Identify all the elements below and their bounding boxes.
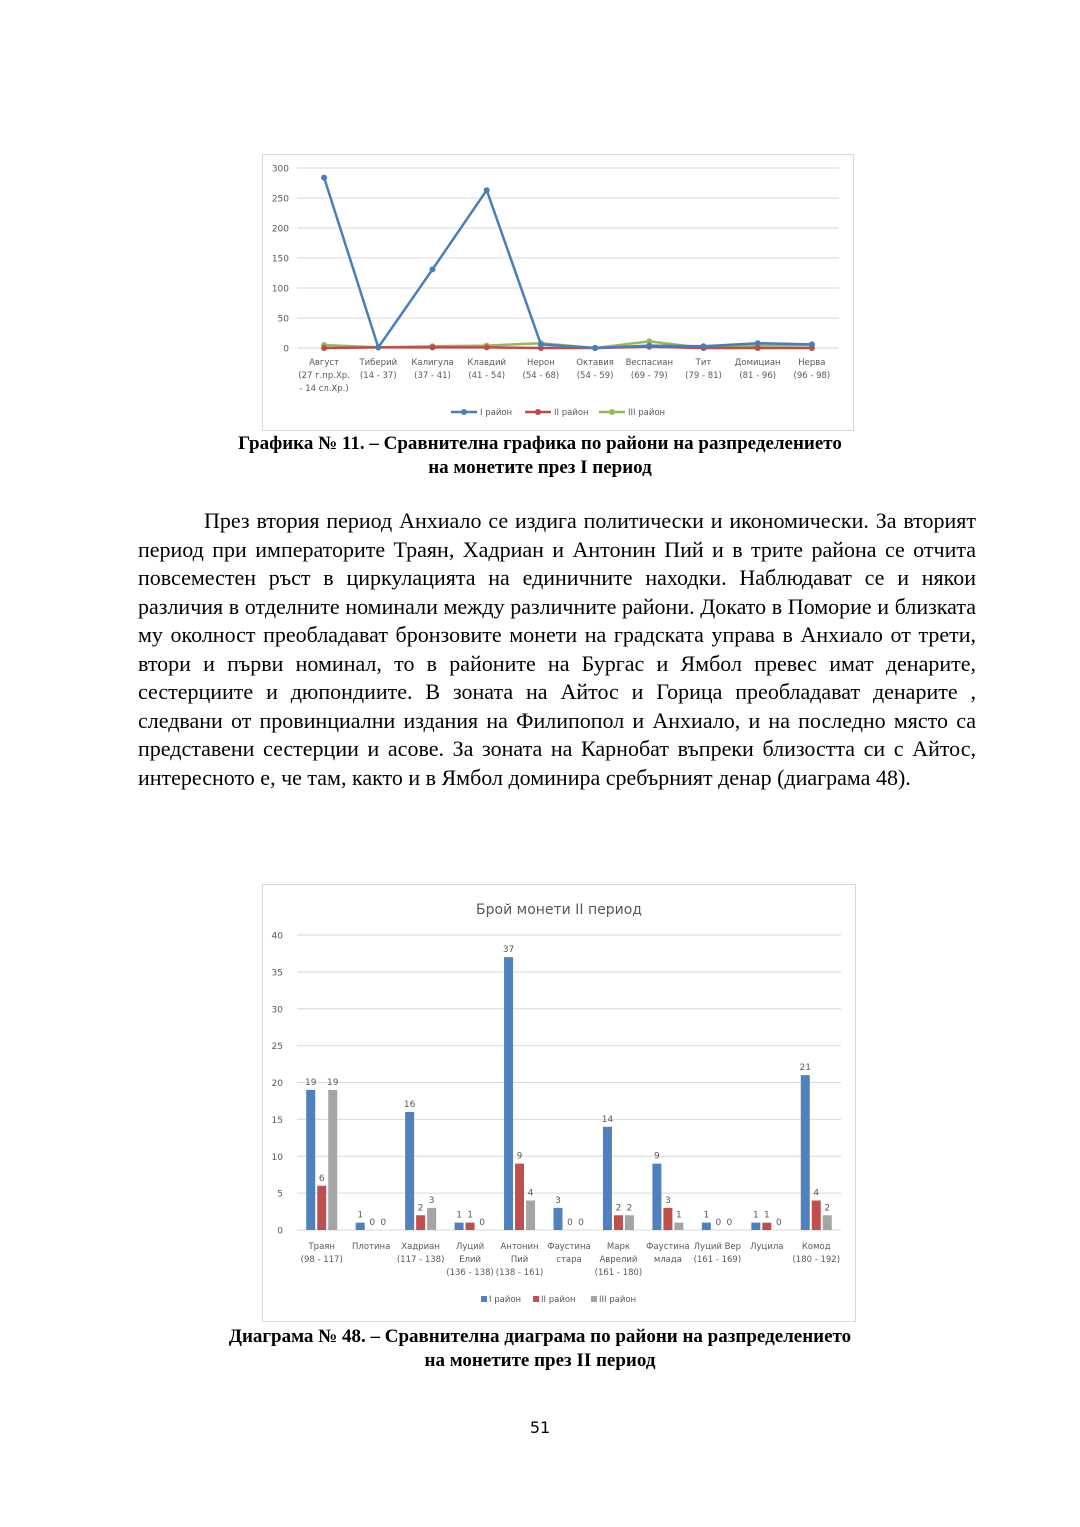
bar (554, 1208, 563, 1230)
x-tick-label: - 14 сл.Хр.) (299, 384, 349, 394)
x-tick-label: стара (556, 1255, 582, 1265)
bar (625, 1215, 634, 1230)
bar-value-label: 21 (799, 1063, 811, 1074)
x-tick-label: (98 - 117) (300, 1255, 343, 1265)
bar-value-label: 0 (369, 1218, 376, 1228)
x-tick-label: Клавдий (467, 358, 507, 368)
x-tick-label: Антонин (500, 1242, 539, 1252)
x-tick-label: (69 - 79) (630, 371, 668, 381)
figure-caption-11 (0, 432, 1080, 480)
bar-value-label: 0 (567, 1218, 573, 1228)
bar-value-label: 2 (824, 1203, 831, 1214)
bar (652, 1164, 661, 1230)
bar-value-label: 1 (357, 1210, 364, 1221)
y-tick-label: 100 (271, 284, 289, 295)
data-point-marker (538, 341, 544, 347)
legend-marker-icon (461, 409, 467, 415)
x-tick-label: Плотина (352, 1242, 391, 1252)
x-tick-label: Луций (455, 1242, 485, 1252)
bar (455, 1223, 464, 1230)
y-tick-label: 150 (271, 254, 289, 265)
bar (515, 1164, 524, 1230)
bar (603, 1127, 612, 1230)
x-tick-label: (37 - 41) (414, 371, 451, 381)
y-tick-label: 200 (271, 224, 289, 235)
y-tick-label: 20 (271, 1079, 283, 1089)
x-tick-label: Луцила (750, 1242, 784, 1252)
data-point-marker (484, 344, 490, 350)
data-point-marker (321, 345, 327, 351)
x-tick-label: Домициан (734, 358, 781, 368)
x-tick-label: Октавия (576, 358, 614, 368)
x-tick-label: Нерва (798, 358, 826, 368)
bar-value-label: 14 (601, 1114, 614, 1125)
data-point-marker (321, 175, 327, 181)
x-tick-label: Тит (695, 358, 712, 368)
bar-value-label: 16 (403, 1100, 416, 1110)
body-paragraph (138, 507, 976, 792)
x-tick-label: Нерон (527, 358, 555, 368)
bar-value-label: 3 (555, 1195, 561, 1206)
bar-chart-period-2 (262, 884, 856, 1322)
bar (526, 1201, 535, 1231)
legend-label: I район (489, 1295, 522, 1305)
y-tick-label: 15 (271, 1115, 283, 1126)
bar-value-label: 0 (479, 1218, 485, 1228)
bar-value-label: 4 (813, 1188, 820, 1199)
x-tick-label: Тиберий (359, 358, 398, 368)
x-tick-label: (136 - 138) (446, 1268, 494, 1278)
bar (416, 1215, 425, 1230)
x-tick-label: (161 - 180) (594, 1268, 643, 1278)
bar (812, 1201, 821, 1231)
bar (663, 1208, 672, 1230)
data-point-marker (646, 343, 652, 349)
figure-caption-48 (0, 1325, 1080, 1373)
bar-value-label: 9 (654, 1151, 660, 1162)
bar (801, 1075, 810, 1230)
bar (405, 1112, 414, 1230)
data-point-marker (592, 345, 598, 351)
bar-value-label: 1 (763, 1210, 770, 1221)
bar-value-label: 3 (665, 1195, 671, 1206)
bar-value-label: 0 (578, 1218, 584, 1228)
bar-value-label: 2 (626, 1203, 633, 1214)
bar (614, 1215, 623, 1230)
x-tick-label: Фаустина (547, 1242, 591, 1252)
y-tick-label: 35 (271, 968, 283, 979)
page-number: 51 (529, 1418, 551, 1437)
data-point-marker (484, 187, 490, 193)
caption-line-2: на монетите през II период (424, 1350, 656, 1371)
x-tick-label: (161 - 169) (693, 1255, 742, 1265)
x-tick-label: (14 - 37) (359, 371, 397, 381)
bar-value-label: 19 (305, 1077, 317, 1088)
bar-value-label: 1 (456, 1210, 462, 1221)
y-tick-label: 30 (271, 1005, 283, 1016)
x-tick-label: Луций Вер (693, 1242, 742, 1252)
caption-line-1: Диаграма № 48. – Сравнителна диаграма по райони на разпределението (228, 1326, 852, 1347)
y-tick-label: 0 (277, 1226, 283, 1237)
bar-value-label: 4 (527, 1188, 534, 1199)
legend-label: III район (628, 408, 666, 418)
x-tick-label: Комод (801, 1242, 831, 1252)
x-tick-label: (138 - 161) (495, 1268, 544, 1278)
y-tick-label: 10 (271, 1152, 283, 1163)
data-point-marker (809, 341, 815, 347)
x-tick-label: (180 - 192) (792, 1255, 841, 1265)
bar (466, 1223, 475, 1230)
legend-marker-icon (609, 409, 615, 415)
bar-value-label: 0 (380, 1218, 387, 1228)
bar (328, 1090, 337, 1230)
x-tick-label: (81 - 96) (739, 371, 777, 381)
x-tick-label: (41 - 54) (468, 371, 506, 381)
legend-swatch-icon (481, 1296, 487, 1302)
legend-label: II район (554, 408, 589, 418)
bar (306, 1090, 315, 1230)
x-tick-label: Марк (606, 1242, 630, 1252)
bar (762, 1223, 771, 1230)
bar-value-label: 2 (615, 1203, 622, 1214)
y-tick-label: 250 (271, 194, 289, 205)
bar-value-label: 0 (775, 1218, 782, 1228)
bar-value-label: 1 (703, 1210, 710, 1221)
legend-marker-icon (535, 409, 541, 415)
x-tick-label: Пий (510, 1255, 529, 1265)
legend-swatch-icon (591, 1296, 597, 1302)
x-tick-label: млада (653, 1255, 682, 1265)
bar-value-label: 2 (417, 1203, 424, 1214)
x-tick-label: Аврелий (599, 1255, 638, 1265)
x-tick-label: Траян (308, 1242, 335, 1252)
bar (674, 1223, 683, 1230)
y-tick-label: 5 (277, 1189, 283, 1200)
x-tick-label: (54 - 68) (522, 371, 560, 381)
bar-value-label: 1 (467, 1210, 473, 1221)
bar-value-label: 1 (752, 1210, 759, 1221)
chart-title: Брой монети II период (476, 902, 642, 918)
y-tick-label: 50 (277, 314, 289, 325)
x-tick-label: Елий (459, 1255, 482, 1265)
caption-line-2: на монетите през I период (428, 457, 652, 478)
bar-value-label: 19 (327, 1077, 339, 1088)
x-tick-label: Веспасиан (625, 358, 674, 368)
x-tick-label: Хадриан (401, 1242, 440, 1252)
bar (427, 1208, 436, 1230)
data-point-marker (430, 266, 436, 272)
bar (504, 957, 513, 1230)
bar-value-label: 6 (318, 1173, 325, 1184)
bar-value-label: 3 (428, 1195, 435, 1206)
x-tick-label: (117 - 138) (396, 1255, 445, 1265)
bar (317, 1186, 326, 1230)
y-tick-label: 40 (271, 931, 283, 942)
bar-chart-svg (263, 885, 855, 1321)
x-tick-label: Калигула (411, 358, 454, 368)
bar-value-label: 1 (676, 1210, 682, 1221)
bar-value-label: 9 (516, 1151, 523, 1162)
y-tick-label: 0 (283, 344, 289, 355)
legend-label: III район (599, 1295, 637, 1305)
bar (751, 1223, 760, 1230)
legend-label: I район (480, 408, 513, 418)
x-tick-label: (79 - 81) (685, 371, 722, 381)
data-point-marker (755, 340, 761, 346)
data-point-marker (430, 344, 436, 350)
bar-value-label: 0 (715, 1218, 722, 1228)
line-chart-period-1 (262, 154, 854, 431)
data-point-marker (701, 343, 707, 349)
x-tick-label: (27 г.пр.Хр. (298, 371, 350, 381)
x-tick-label: Август (309, 358, 340, 368)
paragraph-text: През втория период Анхиало се издига политически и икономически. За вторият период при императорите Траян, Хадриан и Антонин Пий и в трите района се отчита повсеместен ръст в циркулацията на единичните находки. Наблюдават се и някои различия в отделните номинали между различните райони. Докато в Поморие и близката му околност преобладават бронзовите монети на градската управа в Анхиало от трети, втори и първи номинал, то в районите на Бургас и Ямбол превес имат денарите, сестерциите и дюпондиите. В зоната на Айтос и Горица преобладават денарите , следвани от провинциални издания на Филипопол и Анхиало, и на последно място са представени сестерции и асове. За зоната на Карнобат въпреки близостта си с Айтос, интересното е, че там, както и в Ямбол доминира сребърният денар (диаграма 48). (138, 508, 976, 790)
bar (823, 1215, 832, 1230)
caption-line-1: Графика № 11. – Сравнителна графика по райони на разпределението (238, 433, 842, 454)
data-point-marker (375, 344, 381, 350)
legend-swatch-icon (533, 1296, 539, 1302)
bar (702, 1223, 711, 1230)
legend-label: II район (541, 1295, 576, 1305)
series-line (324, 178, 812, 348)
y-tick-label: 25 (271, 1042, 283, 1053)
bar-value-label: 37 (502, 945, 515, 956)
bar (356, 1223, 365, 1230)
x-tick-label: (96 - 98) (793, 371, 831, 381)
y-tick-label: 300 (271, 164, 289, 175)
bar-value-label: 0 (726, 1218, 733, 1228)
x-tick-label: Фаустина (646, 1242, 690, 1252)
x-tick-label: (54 - 59) (576, 371, 614, 381)
line-chart-svg (263, 155, 853, 430)
